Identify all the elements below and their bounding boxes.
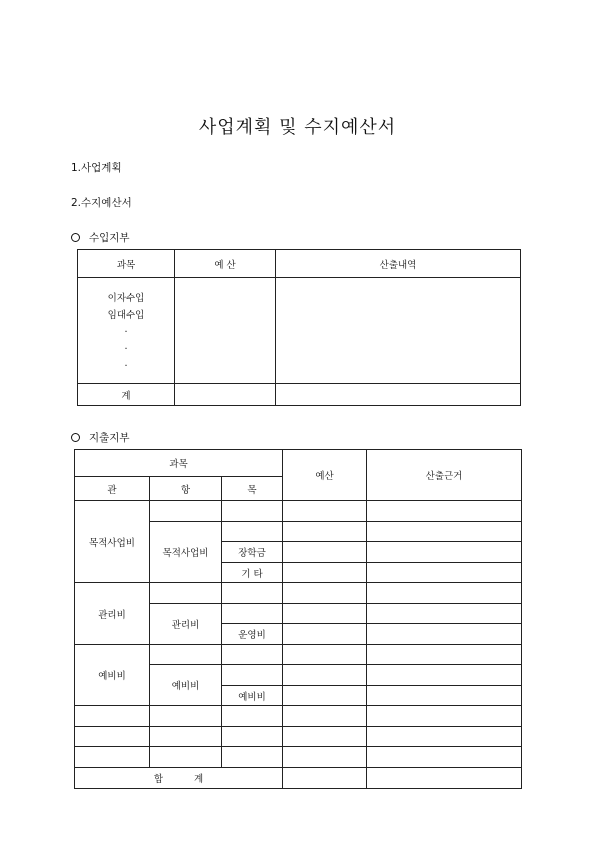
- budget-cell: [283, 563, 367, 583]
- income-total-label: 계: [78, 384, 175, 406]
- empty-cell: [75, 727, 150, 747]
- empty-cell: [75, 706, 150, 727]
- income-item: 임대수입: [107, 310, 145, 321]
- empty-cell: [222, 727, 283, 747]
- mok-cell: [222, 501, 283, 522]
- income-header-subject: 과목: [78, 250, 175, 278]
- empty-cell: [150, 747, 222, 768]
- basis-cell: [367, 563, 522, 583]
- income-item: ·: [124, 344, 128, 355]
- expense-header-mok: 목: [222, 477, 283, 501]
- income-total-budget: [175, 384, 276, 406]
- empty-cell: [283, 727, 367, 747]
- hang-reserve: 예비비: [150, 665, 222, 706]
- budget-cell: [283, 686, 367, 706]
- mok-reserve: 예비비: [222, 686, 283, 706]
- hang-cell: [150, 645, 222, 665]
- expense-label: 지출지부: [89, 432, 130, 444]
- income-item: 이자수입: [107, 293, 145, 304]
- income-budget-cell: [175, 278, 276, 384]
- budget-cell: [283, 604, 367, 624]
- mok-cell: [222, 645, 283, 665]
- gwan-purpose: 목적사업비: [75, 501, 150, 583]
- expense-section-label: [71, 430, 130, 445]
- budget-cell: [283, 645, 367, 665]
- basis-cell: [367, 604, 522, 624]
- empty-cell: [150, 727, 222, 747]
- mok-scholarship: 장학금: [222, 542, 283, 563]
- budget-cell: [283, 542, 367, 563]
- income-label: 수입지부: [89, 232, 130, 244]
- empty-cell: [222, 747, 283, 768]
- basis-cell: [367, 665, 522, 686]
- circle-bullet-icon: [71, 433, 80, 442]
- basis-cell: [367, 624, 522, 645]
- hang-cell: [150, 583, 222, 604]
- page-title: 사업계획 및 수지예산서: [198, 117, 397, 138]
- section-budget: 2.수지예산서: [71, 197, 132, 209]
- expense-total-budget: [283, 768, 367, 789]
- income-section-label: [71, 230, 130, 245]
- income-header-budget: 예 산: [175, 250, 276, 278]
- section-business-plan: 1.사업계획: [71, 162, 122, 174]
- mok-cell: [222, 665, 283, 686]
- mok-operation: 운영비: [222, 624, 283, 645]
- income-table: [77, 249, 521, 406]
- empty-cell: [367, 747, 522, 768]
- income-item: ·: [124, 327, 128, 338]
- income-items-cell: [78, 278, 175, 384]
- expense-header-gwan: 관: [75, 477, 150, 501]
- gwan-management: 관리비: [75, 583, 150, 645]
- empty-cell: [75, 747, 150, 768]
- hang-cell: [150, 501, 222, 522]
- basis-cell: [367, 645, 522, 665]
- budget-cell: [283, 522, 367, 542]
- hang-purpose: 목적사업비: [150, 522, 222, 583]
- empty-cell: [150, 706, 222, 727]
- empty-cell: [367, 706, 522, 727]
- expense-table: [74, 449, 522, 789]
- mok-cell: [222, 522, 283, 542]
- expense-header-subject: 과목: [75, 450, 283, 477]
- empty-cell: [222, 706, 283, 727]
- empty-cell: [283, 706, 367, 727]
- budget-cell: [283, 624, 367, 645]
- budget-cell: [283, 583, 367, 604]
- income-total-detail: [276, 384, 521, 406]
- budget-cell: [283, 665, 367, 686]
- basis-cell: [367, 522, 522, 542]
- empty-cell: [283, 747, 367, 768]
- income-header-detail: 산출내역: [276, 250, 521, 278]
- gwan-reserve: 예비비: [75, 645, 150, 706]
- basis-cell: [367, 501, 522, 522]
- budget-cell: [283, 501, 367, 522]
- basis-cell: [367, 583, 522, 604]
- mok-cell: [222, 604, 283, 624]
- expense-total-label: 합 계: [75, 768, 283, 789]
- income-item: ·: [124, 361, 128, 372]
- basis-cell: [367, 542, 522, 563]
- expense-header-budget: 예산: [283, 450, 367, 501]
- income-detail-cell: [276, 278, 521, 384]
- circle-bullet-icon: [71, 233, 80, 242]
- expense-header-basis: 산출근거: [367, 450, 522, 501]
- basis-cell: [367, 686, 522, 706]
- expense-total-basis: [367, 768, 522, 789]
- empty-cell: [367, 727, 522, 747]
- mok-other: 기 타: [222, 563, 283, 583]
- expense-header-hang: 항: [150, 477, 222, 501]
- mok-cell: [222, 583, 283, 604]
- hang-management: 관리비: [150, 604, 222, 645]
